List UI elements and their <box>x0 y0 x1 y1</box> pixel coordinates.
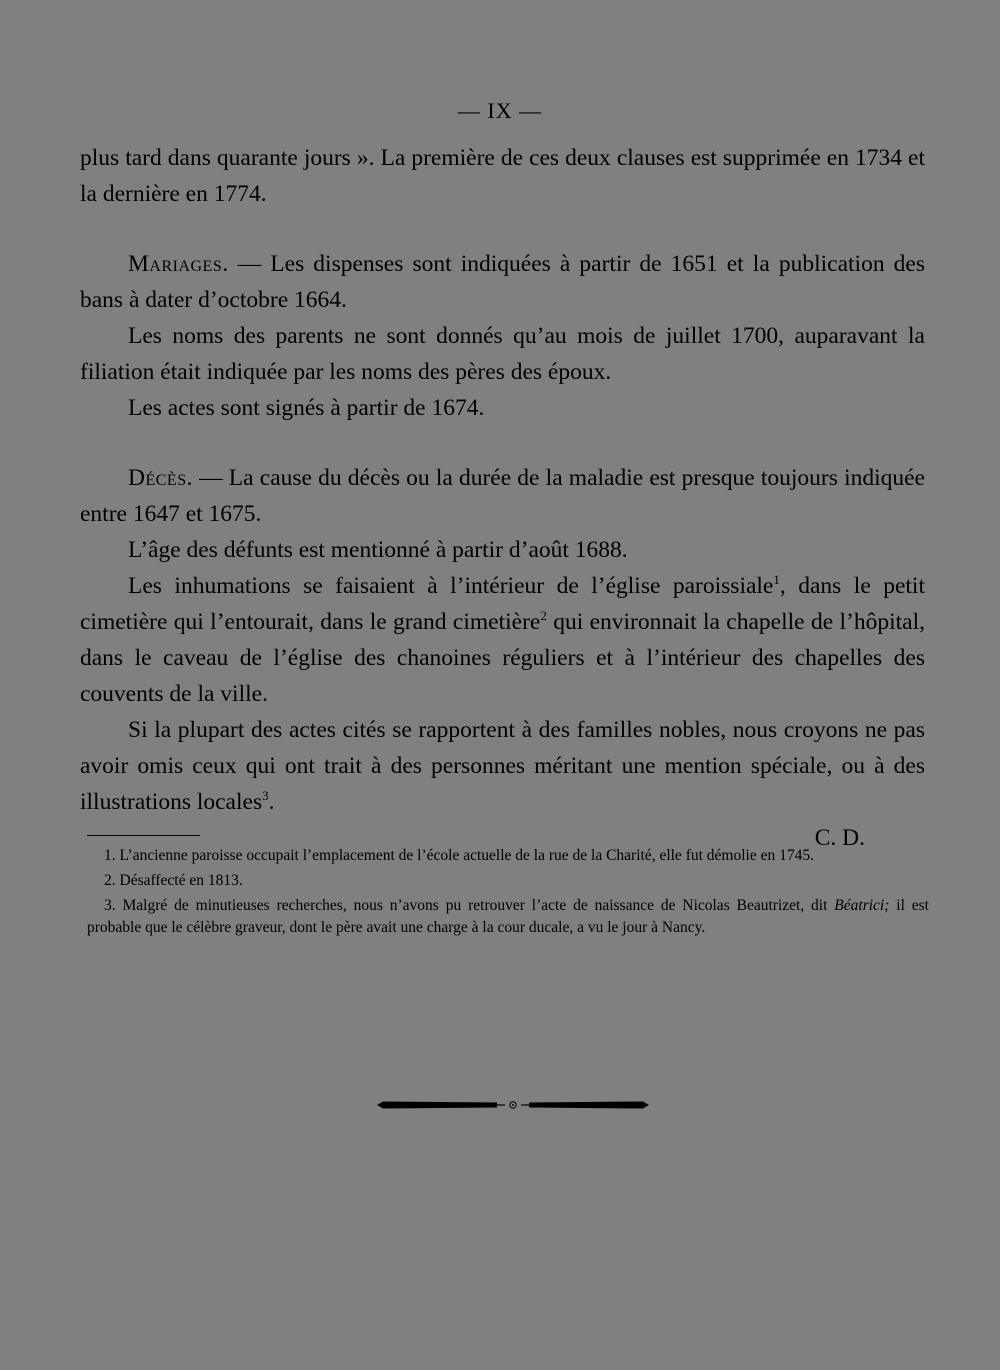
footnote-ref-1: 1 <box>773 572 780 588</box>
deces-text: — La cause du décès ou la durée de la maladie est presque toujours indiquée entre 1647 et 1675. <box>80 465 925 527</box>
footnote-3-number: 3. <box>104 897 116 914</box>
paragraph-inhumations <box>80 568 925 712</box>
section-heading-mariages: Mariages. <box>128 251 229 277</box>
signature: C. D. <box>814 825 865 851</box>
footnote-3-text-a: Malgré de minutieuses recherches, nous n’avons pu retrouver l’acte de naissance de Nicolas Beautrizet, dit <box>115 897 835 914</box>
inhumations-text-b: , dans le petit cimetière qui l’entourait, dans le grand cimetière <box>80 573 925 635</box>
paragraph-mariages <box>80 246 925 318</box>
mariages-text: — Les dispenses sont indiquées à partir de 1651 et la publication des bans à dater d’octobre 1664. <box>80 251 925 313</box>
paragraph-deces <box>80 460 925 532</box>
familles-text-b: . <box>268 789 275 815</box>
footnote-ref-2: 2 <box>540 608 547 624</box>
inhumations-text-a: Les inhumations se faisaient à l’intérieur de l’église paroissiale <box>128 573 774 599</box>
footnote-2-text: Désaffecté en 1813. <box>115 872 243 889</box>
footnote-2-number: 2. <box>104 872 116 889</box>
footnote-3 <box>87 895 929 939</box>
footnote-ref-3: 3 <box>262 788 269 804</box>
familles-text-a: Si la plupart des actes cités se rapportent à des familles nobles, nous croyons ne pas avoir omis ceux qui ont trait à des personnes méritant une mention spéciale, ou à des illustrations locales <box>80 717 925 815</box>
footnote-1 <box>87 845 929 867</box>
footnote-1-text: L’ancienne paroisse occupait l’emplacement de l’école actuelle de la rue de la Charité, elle fut démolie en 1745. <box>115 847 814 864</box>
footnote-separator <box>87 835 200 836</box>
paragraph-familles <box>80 712 925 820</box>
footnote-3-text-b: il est probable que le célèbre graveur, dont le père avait une charge à la cour ducale, a vu le jour à Nancy. <box>87 897 929 936</box>
paragraph-signatures: Les actes sont signés à partir de 1674. <box>128 395 485 421</box>
tail-piece-ornament-icon <box>377 1098 649 1112</box>
paragraph-intro: plus tard dans quarante jours ». La première de ces deux clauses est supprimée en 1734 et la dernière en 1774. <box>80 145 925 207</box>
page-number: — IX — <box>457 98 543 123</box>
inhumations-text-c: qui environnait la chapelle de l’hôpital, dans le caveau de l’église des chanoines réguliers et à l’intérieur des chapelles des couvents de la ville. <box>80 609 925 707</box>
section-heading-deces: Décès. <box>128 465 193 491</box>
main-text <box>80 140 925 856</box>
footnotes <box>87 845 929 942</box>
footnote-1-number: 1. <box>104 847 116 864</box>
paragraph-parents: Les noms des parents ne sont donnés qu’au mois de juillet 1700, auparavant la filiation était indiquée par les noms des pères des époux. <box>80 323 925 385</box>
footnote-2 <box>87 870 929 892</box>
paragraph-age: L’âge des défunts est mentionné à partir d’août 1688. <box>128 537 628 563</box>
footnote-3-italic-name: Béatrici; <box>834 897 890 914</box>
